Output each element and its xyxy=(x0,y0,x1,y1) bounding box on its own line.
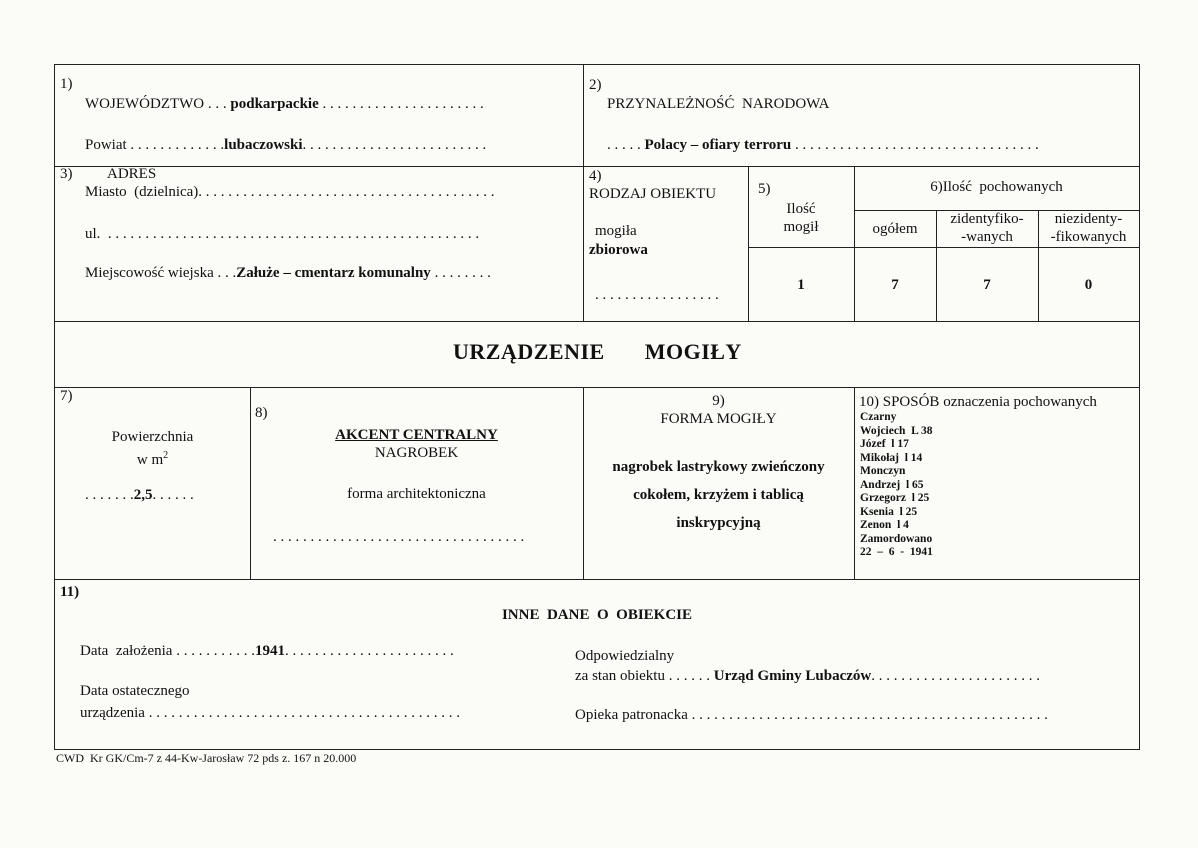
unidentified-header-1: niezidenty- xyxy=(1054,211,1123,227)
dots: . . . . . . . . . . . . . . . . . . . . . . xyxy=(322,96,484,112)
other-data-title: INNE DANE O OBIEKCIE xyxy=(501,607,693,623)
graves-count-value: 1 xyxy=(797,277,805,293)
section-2-number: 2) xyxy=(589,77,602,93)
unidentified-header-2: -fikowanych xyxy=(1050,229,1127,245)
buried-person-line: Ksenia l 25 xyxy=(860,505,918,518)
section-title xyxy=(453,339,742,364)
area-unit-exponent: 2 xyxy=(163,450,169,461)
area-value: 2,5 xyxy=(133,487,153,503)
buried-total-header: ogółem xyxy=(872,221,918,237)
section-8-number: 8) xyxy=(255,405,268,421)
marking-method-label: 10) SPOSÓB oznaczenia pochowanych xyxy=(859,394,1097,410)
founding-date-row xyxy=(80,643,454,660)
identified-header-2: -wanych xyxy=(961,229,1013,245)
grave-form-value-3: inskrypcyjną xyxy=(676,515,761,531)
dots: . . . . . . . . . . . . . . . . . xyxy=(595,287,719,303)
dots: . . . . . . . . . . . . . . . . . . . . . . . . . . . . . . . . . . xyxy=(273,529,525,545)
unidentified-value: 0 xyxy=(1084,277,1093,293)
responsible-value: Urząd Gminy Lubaczów xyxy=(713,668,872,684)
village-value: Załuże – cmentarz komunalny xyxy=(236,265,431,281)
area-row xyxy=(85,487,194,504)
divider xyxy=(748,166,749,321)
buried-total-value: 7 xyxy=(891,277,899,293)
dots: . . . . . . xyxy=(152,487,194,503)
buried-person-line: Grzegorz l 25 xyxy=(860,492,930,504)
section-9-number: 9) xyxy=(712,393,725,409)
county-row xyxy=(85,137,486,154)
grave-form-value-1: nagrobek lastrykowy zwieńczony xyxy=(612,459,825,475)
dots: . . . . . xyxy=(607,137,641,153)
area-label-1: Powierzchnia xyxy=(111,429,194,445)
buried-person-line: Mikołaj l 14 xyxy=(860,451,923,464)
dots: . . . . . . . . . . . . . . . . . . . . . . . xyxy=(284,643,454,659)
responsible-label-2: za stan obiektu . . . . . . xyxy=(575,668,710,684)
section-4-number: 4) xyxy=(589,168,602,184)
grave-form-value-2: cokołem, krzyżem i tablicą xyxy=(633,487,804,503)
area-unit: w m xyxy=(136,452,164,468)
divider xyxy=(55,579,1139,580)
voivodeship-row xyxy=(85,96,484,113)
responsible-row xyxy=(575,668,1040,685)
dots: . . . . . . . xyxy=(85,487,134,503)
dots: . . . . . . . . . . . . . . . . . . . . . . . xyxy=(871,668,1040,684)
nationality-value: Polacy – ofiary terroru xyxy=(644,137,792,153)
voivodeship-value: podkarpackie xyxy=(230,96,319,112)
voivodeship-label: WOJEWÓDZTWO . . . xyxy=(85,96,227,112)
area-label-2 xyxy=(55,447,250,469)
title-word-1: URZĄDZENIE xyxy=(453,339,605,364)
buried-person-line: 22 – 6 - 1941 xyxy=(860,546,933,558)
final-arrangement-label-2: urządzenia . . . . . . . . . . . . . . . . . . . . . . . . . . . . . . . . . . . . . . . . . . xyxy=(80,705,460,721)
dots: . . . . . . . . . . . . . . . . . . . . . . . . . . . . . . . . . xyxy=(795,137,1039,153)
divider xyxy=(55,387,1139,388)
founding-date-label: Data założenia . . . . . . . . . . . xyxy=(80,643,255,659)
central-accent-label: AKCENT CENTRALNY xyxy=(335,427,498,443)
county-label: Powiat . . . . . . . . . . . . . xyxy=(85,137,225,153)
divider xyxy=(250,387,251,579)
patronage-row: Opieka patronacka . . . . . . . . . . . . . . . . . . . . . . . . . . . . . . . . . . . . . . . . . . . . . . . . xyxy=(575,707,1048,723)
identified-header-1: zidentyfiko- xyxy=(950,211,1024,227)
grave-record-form xyxy=(54,64,1140,750)
responsible-label-1: Odpowiedzialny xyxy=(575,648,675,664)
section-1-number: 1) xyxy=(60,76,73,92)
buried-persons-list xyxy=(860,411,933,560)
buried-person-line: Czarny xyxy=(860,411,897,423)
founding-date-value: 1941 xyxy=(254,643,285,659)
street-row: ul. . . . . . . . . . . . . . . . . . . . . . . . . . . . . . . . . . . . . . . . . . . . . . . . . . . xyxy=(85,226,480,242)
section-5-number: 5) xyxy=(758,181,771,197)
architectural-form-label: forma architektoniczna xyxy=(347,486,486,502)
object-type-value-2: zbiorowa xyxy=(589,242,648,258)
section-7-number: 7) xyxy=(60,388,73,404)
divider xyxy=(583,65,584,321)
buried-person-line: Monczyn xyxy=(860,465,906,477)
county-value: lubaczowski xyxy=(224,137,303,153)
divider xyxy=(748,247,1139,248)
buried-person-line: Józef l 17 xyxy=(860,438,909,450)
object-type-label: RODZAJ OBIEKTU xyxy=(589,186,717,202)
divider xyxy=(854,387,855,579)
dots: . . . . . . . . . . . . . . . . . . . . . . . . . xyxy=(302,137,487,153)
address-label: ADRES xyxy=(107,166,157,182)
final-arrangement-label-1: Data ostatecznego xyxy=(80,683,190,699)
tombstone-label: NAGROBEK xyxy=(374,445,459,461)
identified-value: 7 xyxy=(983,277,991,293)
village-label: Miejscowość wiejska . . . xyxy=(85,265,237,281)
nationality-row xyxy=(607,137,1039,154)
grave-form-label: FORMA MOGIŁY xyxy=(660,411,777,427)
object-type-value-1: mogiła xyxy=(595,223,637,239)
section-3-number: 3) xyxy=(60,166,73,182)
graves-count-label-1: Ilość xyxy=(786,201,816,217)
city-row: Miasto (dzielnica). . . . . . . . . . . . . . . . . . . . . . . . . . . . . . . . . . . . . . . . xyxy=(85,184,495,200)
title-word-2: MOGIŁY xyxy=(644,339,742,364)
footer-code: CWD Kr GK/Cm-7 z 44-Kw-Jarosław 72 pds z. 167 n 20.000 xyxy=(56,751,357,765)
section-11-number: 11) xyxy=(60,584,80,600)
nationality-label: PRZYNALEŻNOŚĆ NARODOWA xyxy=(607,96,830,112)
village-row xyxy=(85,265,491,282)
divider xyxy=(55,321,1139,322)
buried-count-label: 6)Ilość pochowanych xyxy=(930,179,1063,195)
buried-person-line: Zenon l 4 xyxy=(860,519,909,531)
buried-person-line: Zamordowano xyxy=(860,532,933,545)
buried-person-line: Wojciech L 38 xyxy=(860,424,933,437)
buried-person-line: Andrzej l 65 xyxy=(860,478,924,491)
divider xyxy=(55,166,1139,167)
dots: . . . . . . . . xyxy=(434,265,491,281)
graves-count-label-2: mogił xyxy=(783,219,819,235)
